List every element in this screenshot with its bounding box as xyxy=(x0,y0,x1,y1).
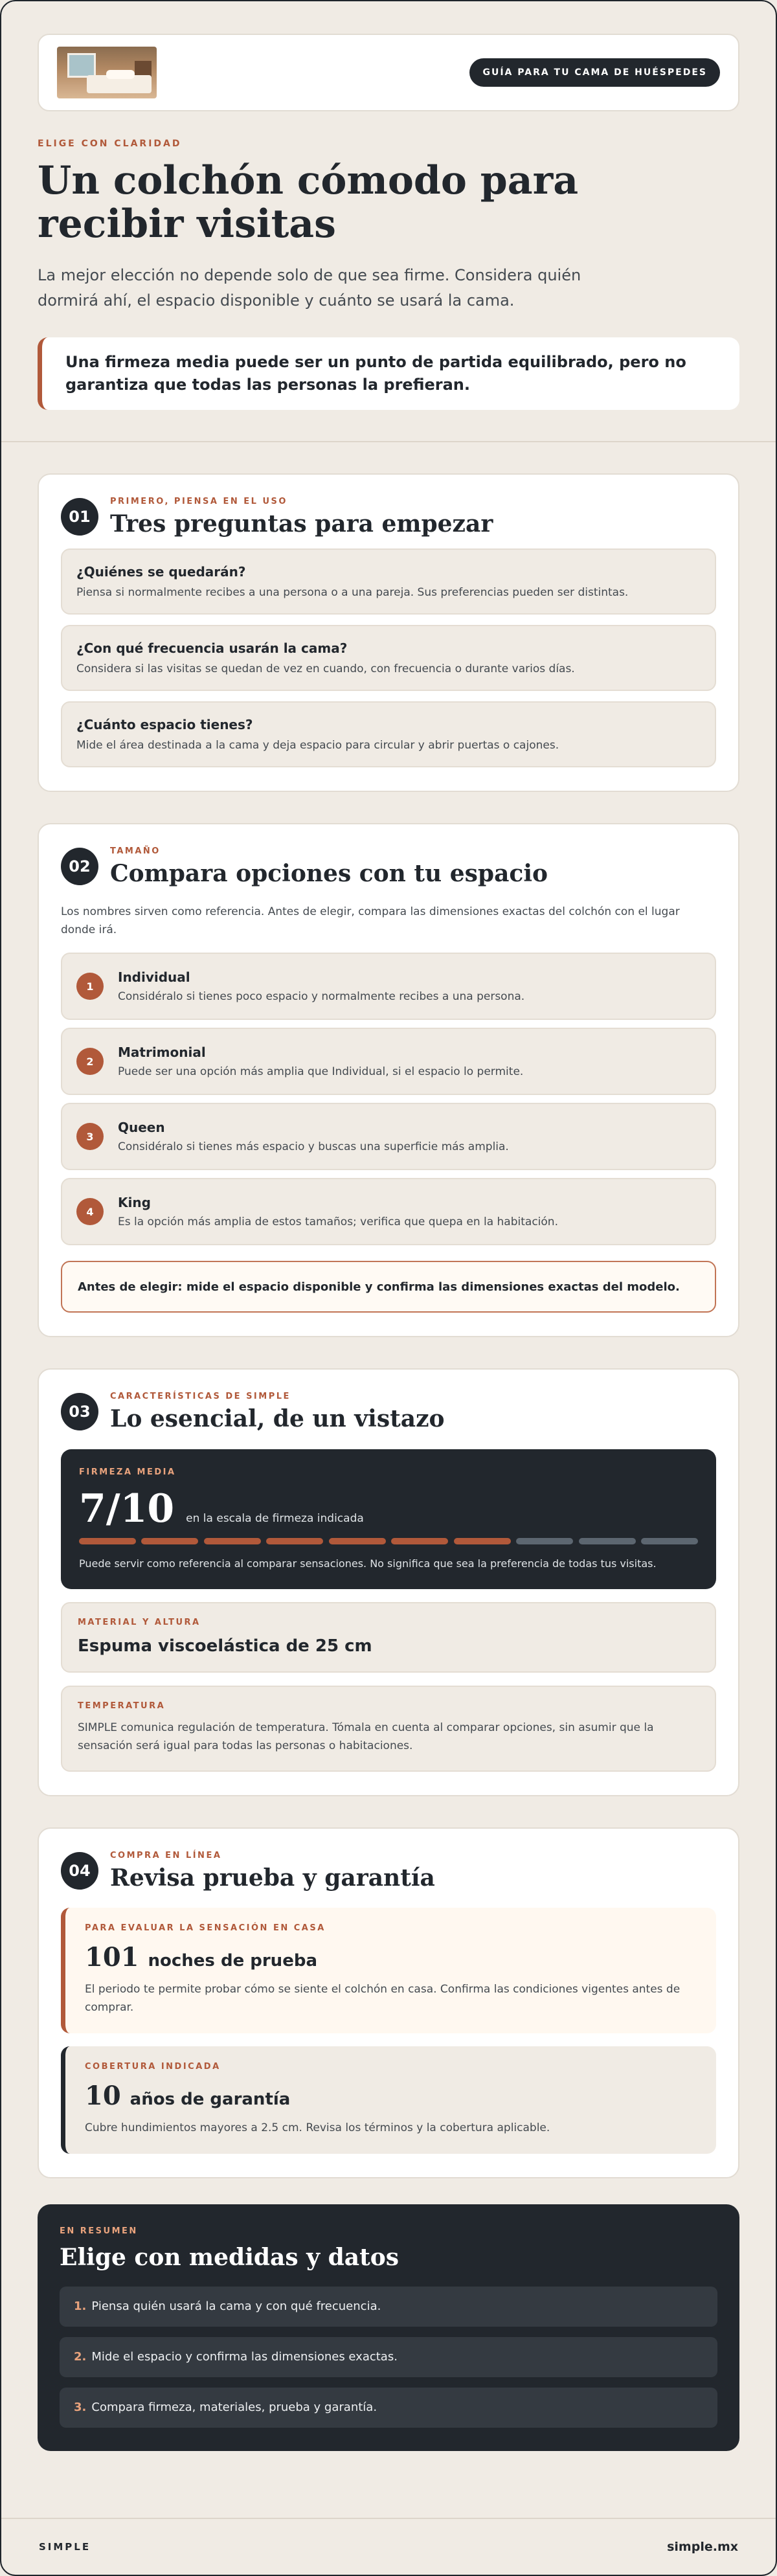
question-text: Piensa si normalmente recibes a una persona o a una pareja. Sus preferencias pueden ser distintas. xyxy=(76,586,629,600)
temperature-text: SIMPLE comunica regulación de temperatura. Tómala en cuenta al comparar opciones, sin asumir que la sensación será igual para todas las personas o habitaciones. xyxy=(78,1721,654,1752)
summary-item xyxy=(60,2337,717,2377)
section-trial-warranty xyxy=(38,1827,739,2178)
summary-eyebrow: EN RESUMEN xyxy=(60,2226,138,2236)
trial-text: El periodo te permite probar cómo se siente el colchón en casa. Confirma las condiciones vigentes antes de comprar. xyxy=(85,1982,681,2014)
section-title: Lo esencial, de un vistazo xyxy=(110,1405,445,1433)
question-title: ¿Con qué frecuencia usarán la cama? xyxy=(76,640,348,657)
size-name: King xyxy=(118,1195,151,1211)
warranty-card xyxy=(61,2046,716,2154)
firmness-scale xyxy=(79,1538,698,1544)
size-description: Puede ser una opción más amplia que Individual, si el espacio lo permite. xyxy=(118,1065,524,1079)
section-intro: Los nombres sirven como referencia. Antes de elegir, compara las dimensiones exactas del colchón con el lugar donde irá. xyxy=(61,905,680,937)
summary-panel xyxy=(38,2204,739,2451)
firmness-score: 7/10 xyxy=(79,1486,175,1531)
trial-eyebrow: PARA EVALUAR LA SENSACIÓN EN CASA xyxy=(85,1923,326,1933)
bedroom-photo xyxy=(57,47,157,98)
section-number: 02 xyxy=(61,848,98,885)
summary-number: 2. xyxy=(74,2350,87,2364)
section-title: Tres preguntas para empezar xyxy=(110,510,493,538)
size-number: 4 xyxy=(76,1198,104,1225)
size-name: Queen xyxy=(118,1120,165,1136)
firmness-segment xyxy=(79,1538,136,1544)
question-card xyxy=(61,701,716,767)
section-eyebrow: COMPRA EN LÍNEA xyxy=(110,1850,222,1860)
summary-text: Mide el espacio y confirma las dimensiones exactas. xyxy=(91,2350,398,2364)
section-eyebrow: TAMAÑO xyxy=(110,846,161,857)
question-card xyxy=(61,548,716,615)
size-description: Considéralo si tienes más espacio y buscas una superficie más amplia. xyxy=(118,1140,509,1154)
firmness-segment xyxy=(329,1538,386,1544)
section-eyebrow: CARACTERÍSTICAS DE SIMPLE xyxy=(110,1392,291,1402)
summary-number: 3. xyxy=(74,2401,87,2415)
size-number: 3 xyxy=(76,1123,104,1150)
summary-title: Elige con medidas y datos xyxy=(60,2243,400,2271)
size-option xyxy=(61,953,716,1020)
firmness-segment xyxy=(516,1538,573,1544)
firmness-note: Puede servir como referencia al comparar sensaciones. No significa que sea la preferencia de todas tus visitas. xyxy=(79,1557,657,1570)
top-bar xyxy=(38,34,739,111)
firmness-segment xyxy=(641,1538,698,1544)
firmness-segment xyxy=(391,1538,448,1544)
size-name: Individual xyxy=(118,969,190,986)
trial-unit: noches de prueba xyxy=(148,1950,317,1971)
size-option xyxy=(61,1178,716,1245)
hero-eyebrow: ELIGE CON CLARIDAD xyxy=(38,139,182,149)
summary-number: 1. xyxy=(74,2299,87,2314)
size-description: Considéralo si tienes poco espacio y normalmente recibes a una persona. xyxy=(118,990,525,1004)
section-questions xyxy=(38,473,739,792)
firmness-segment xyxy=(141,1538,198,1544)
question-title: ¿Quiénes se quedarán? xyxy=(76,564,246,580)
trial-card xyxy=(61,1908,716,2033)
firmness-segment xyxy=(204,1538,261,1544)
question-card xyxy=(61,625,716,691)
section-title: Compara opciones con tu espacio xyxy=(110,860,548,888)
question-text: Considera si las visitas se quedan de vez en cuando, con frecuencia o durante varios días. xyxy=(76,662,575,676)
material-eyebrow: MATERIAL Y ALTURA xyxy=(78,1617,201,1627)
firmness-segment xyxy=(266,1538,323,1544)
hero-callout xyxy=(38,337,739,410)
divider xyxy=(1,441,776,442)
trial-number: 101 xyxy=(85,1941,139,1972)
firmness-segment xyxy=(454,1538,511,1544)
material-title: Espuma viscoelástica de 25 cm xyxy=(78,1636,372,1656)
summary-text: Piensa quién usará la cama y con qué frecuencia. xyxy=(91,2299,381,2314)
question-text: Mide el área destinada a la cama y deja espacio para circular y abrir puertas o cajones. xyxy=(76,739,559,752)
warranty-unit: años de garantía xyxy=(130,2089,291,2109)
firmness-label: en la escala de firmeza indicada xyxy=(186,1511,364,1525)
section-features xyxy=(38,1368,739,1796)
temperature-eyebrow: TEMPERATURA xyxy=(78,1700,166,1711)
callout-text: Una firmeza media puede ser un punto de partida equilibrado, pero no garantiza que todas las personas la prefieran. xyxy=(65,353,686,394)
summary-item xyxy=(60,2287,717,2327)
footer xyxy=(1,2518,776,2575)
question-title: ¿Cuánto espacio tienes? xyxy=(76,717,253,733)
hero-subtitle: La mejor elección no depende solo de que sea firme. Considera quién dormirá ahí, el espacio disponible y cuánto se usará la cama. xyxy=(38,266,581,310)
footer-brand: SIMPLE xyxy=(39,2541,91,2553)
warranty-eyebrow: COBERTURA INDICADA xyxy=(85,2061,221,2072)
size-number: 1 xyxy=(76,973,104,1000)
size-note: Antes de elegir: mide el espacio disponible y confirma las dimensiones exactas del modelo. xyxy=(61,1261,716,1313)
size-description: Es la opción más amplia de estos tamaños; verifica que quepa en la habitación. xyxy=(118,1215,558,1229)
content xyxy=(38,34,739,410)
summary-item xyxy=(60,2388,717,2428)
guide-cta-button[interactable]: GUÍA PARA TU CAMA DE HUÉSPEDES xyxy=(469,58,720,87)
page-title: Un colchón cómodo para recibir visitas xyxy=(38,158,579,247)
size-option xyxy=(61,1103,716,1170)
section-number: 01 xyxy=(61,498,98,536)
firmness-segment xyxy=(579,1538,636,1544)
section-eyebrow: PRIMERO, PIENSA EN EL USO xyxy=(110,497,287,507)
firmness-panel xyxy=(61,1449,716,1589)
size-name: Matrimonial xyxy=(118,1045,206,1061)
temperature-card xyxy=(61,1686,716,1772)
section-number: 04 xyxy=(61,1852,98,1890)
summary-text: Compara firmeza, materiales, prueba y garantía. xyxy=(91,2401,377,2415)
firmness-eyebrow: FIRMEZA MEDIA xyxy=(79,1467,176,1477)
section-title: Revisa prueba y garantía xyxy=(110,1864,435,1892)
warranty-text: Cubre hundimientos mayores a 2.5 cm. Revisa los términos y la cobertura aplicable. xyxy=(85,2121,550,2134)
section-number: 03 xyxy=(61,1393,98,1430)
size-option xyxy=(61,1028,716,1095)
footer-site-link[interactable]: simple.mx xyxy=(667,2540,738,2554)
size-number: 2 xyxy=(76,1048,104,1075)
section-sizes xyxy=(38,823,739,1337)
material-card xyxy=(61,1602,716,1673)
warranty-number: 10 xyxy=(85,2080,121,2111)
